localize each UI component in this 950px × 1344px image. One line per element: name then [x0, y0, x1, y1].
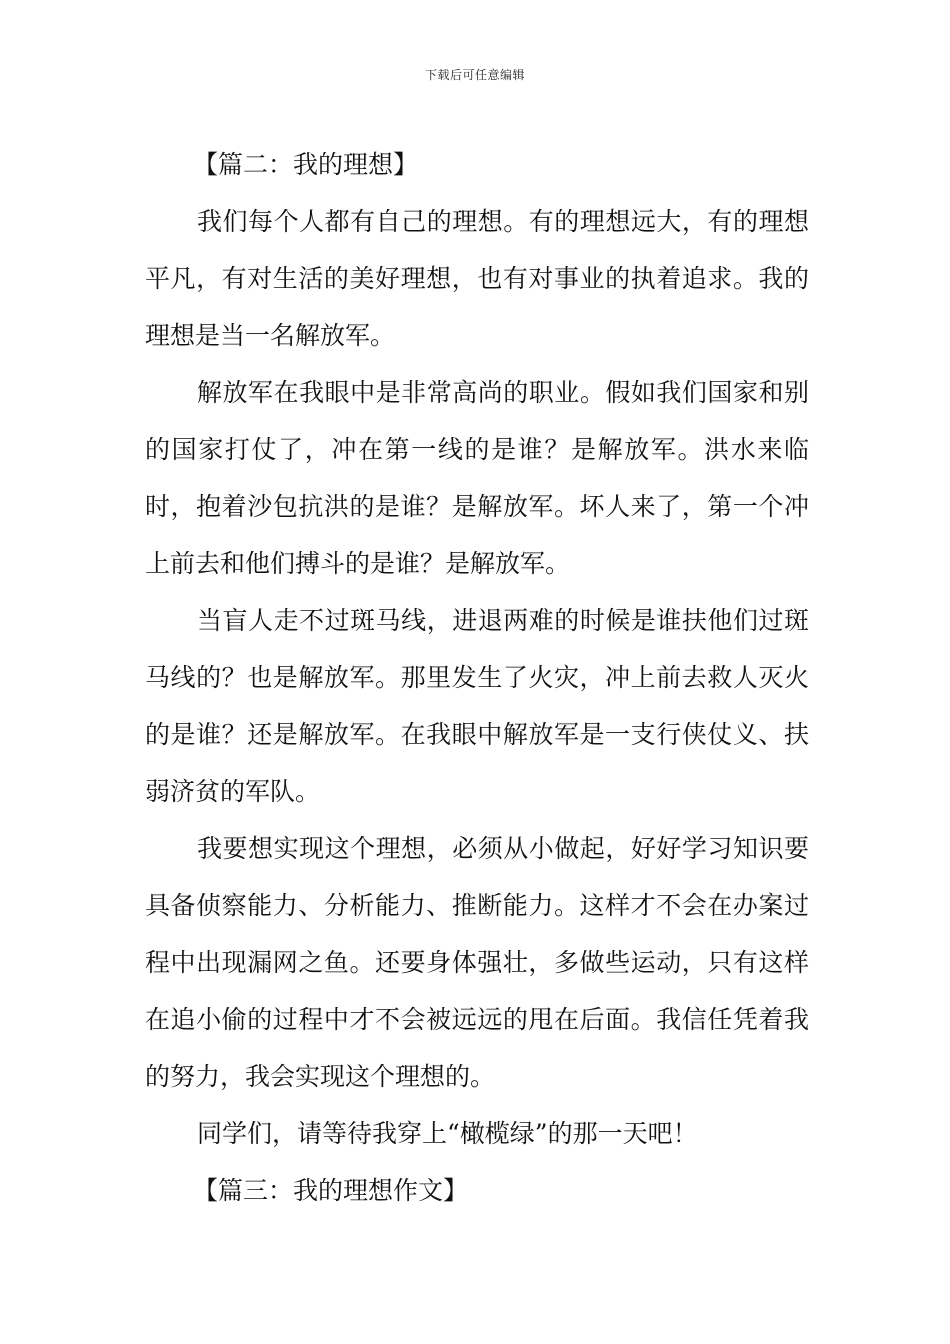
paragraph-4: 我要想实现这个理想，必须从小做起，好好学习知识要具备侦察能力、分析能力、推断能力。这样才不会在办案过程中出现漏网之鱼。还要身体强壮，多做些运动，只有这样在追小偷的过程中才不会被远远的甩在后面。我信任凭着我的努力，我会实现这个理想的。	[145, 834, 809, 1091]
paragraph-2: 解放军在我眼中是非常高尚的职业。假如我们国家和别的国家打仗了，冲在第一线的是谁？是解放军。洪水来临时，抱着沙包抗洪的是谁？是解放军。坏人来了，第一个冲上前去和他们搏斗的是谁？是解放军。	[145, 378, 809, 578]
paragraph-5: 同学们，请等待我穿上“橄榄绿”的那一天吧！	[197, 1119, 698, 1148]
paragraph-1: 我们每个人都有自己的理想。有的理想远大，有的理想平凡，有对生活的美好理想，也有对事业的执着追求。我的理想是当一名解放军。	[145, 207, 809, 350]
paragraph-3: 当盲人走不过斑马线，进退两难的时候是谁扶他们过斑马线的？也是解放军。那里发生了火灾，冲上前去救人灭火的是谁？还是解放军。在我眼中解放军是一支行侠仗义、扶弱济贫的军队。	[145, 606, 809, 806]
section-heading-2: 【篇二：我的理想】	[193, 150, 419, 179]
section-heading-3: 【篇三：我的理想作文】	[193, 1176, 469, 1205]
document-body	[145, 136, 809, 1219]
page-header: 下载后可任意编辑	[424, 68, 525, 82]
